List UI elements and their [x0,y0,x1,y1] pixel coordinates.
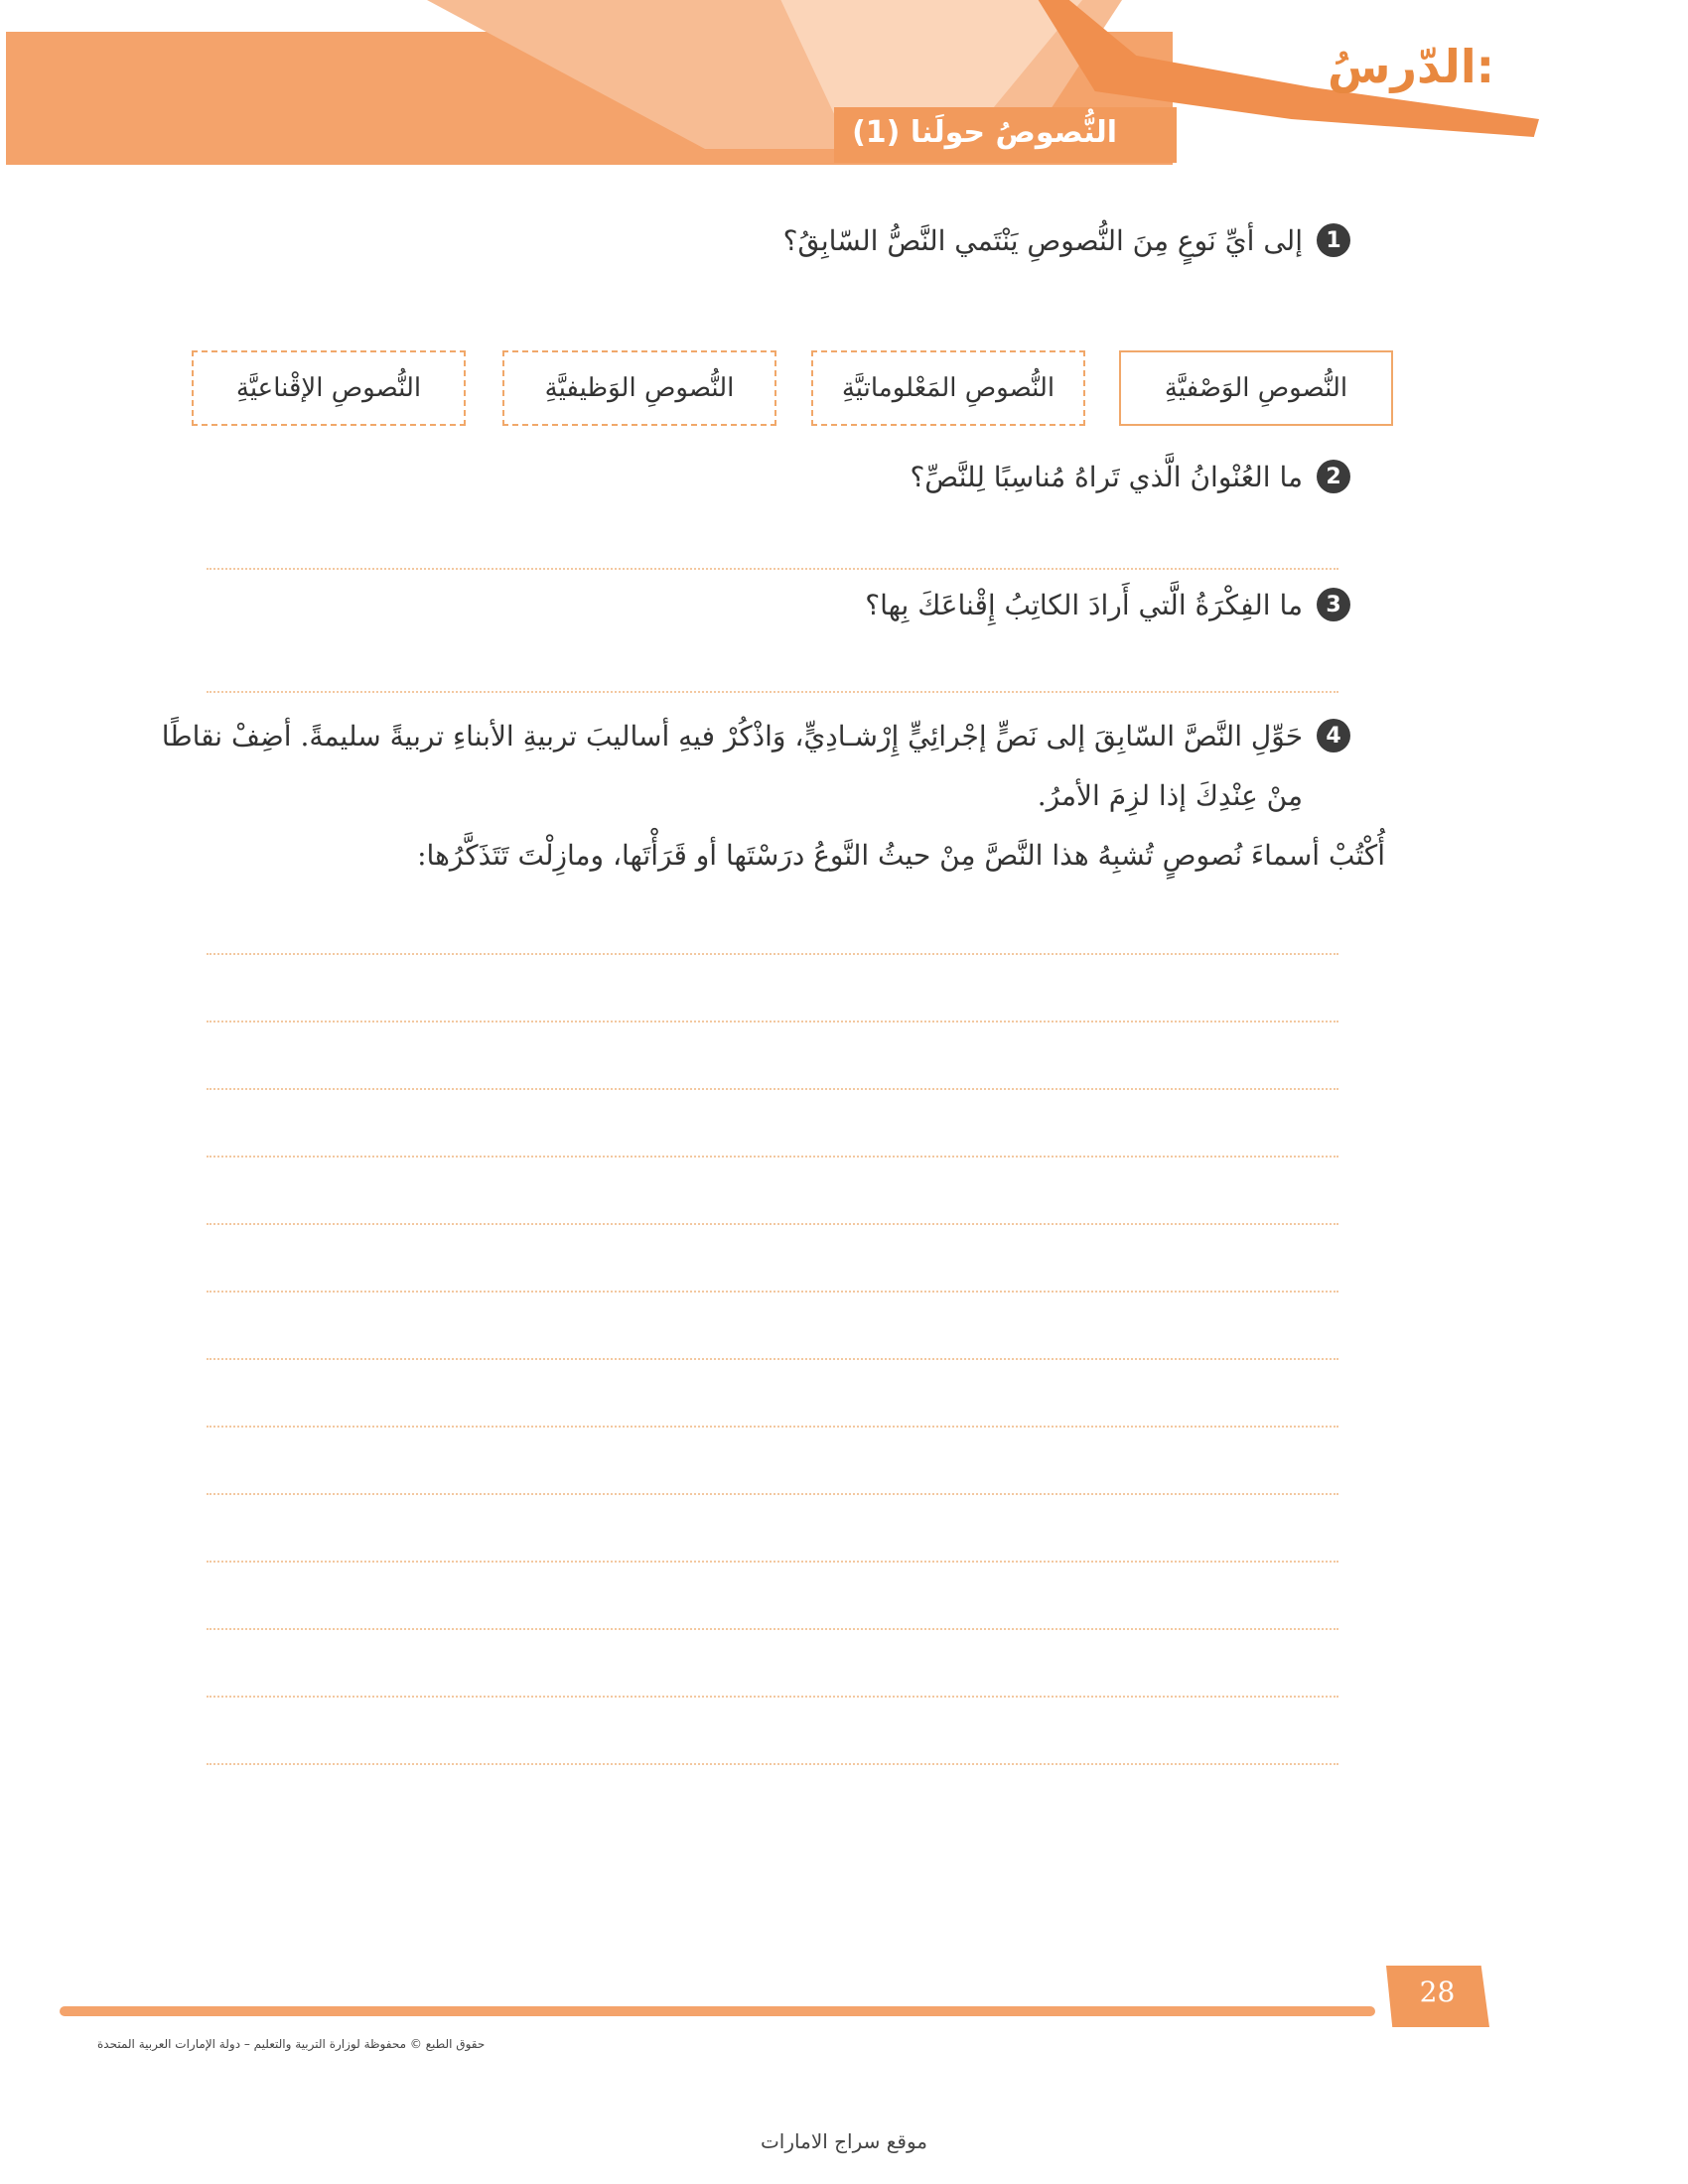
sub-instruction: أُكْتُبْ أسماءَ نُصوصٍ تُشبِهُ هذا النَّصَّ مِنْ حيثُ النَّوعُ درَسْتَها أو قَرَأْتَها، ومازِلْتَ تَتَذَكَّرُها: [417,839,1385,872]
option-persuasive-texts[interactable]: النُّصوصِ الإقْناعيَّةِ [192,350,466,426]
answer-line[interactable] [207,1358,1338,1360]
answer-line[interactable] [207,568,1338,570]
answer-line[interactable] [207,1223,1338,1225]
lesson-label: الدّرسُ: [1328,40,1494,93]
answer-line[interactable] [207,1493,1338,1495]
page-number: 28 [1419,1976,1456,2008]
answer-line[interactable] [207,1291,1338,1293]
answer-line[interactable] [207,953,1338,955]
copyright-text: حقوق الطبع © محفوظة لوزارة التربية والتعليم – دولة الإمارات العربية المتحدة [97,2037,486,2051]
question-text: حَوِّلِ النَّصَّ السّابِقَ إلى نَصٍّ إجْرائِيٍّ إِرْشـادِيٍّ، وَاذْكُرْ فيهِ أساليبَ تربيةِ الأبناءِ تربيةً سليمةً. أضِفْ نقاطًا مِنْ عِنْدِكَ إذا لزِمَ الأمرُ. [161,720,1303,812]
question-number: 1 [1317,223,1350,257]
answer-line[interactable] [207,1696,1338,1698]
answer-line[interactable] [207,1763,1338,1765]
question-2 [910,460,1350,493]
answer-line[interactable] [207,1021,1338,1023]
lesson-title: النُّصوصُ حولَنا (1) [852,115,1117,150]
answer-line[interactable] [207,691,1338,693]
option-functional-texts[interactable]: النُّصوصِ الوَظيفيَّةِ [502,350,776,426]
answer-line[interactable] [207,1156,1338,1158]
answer-line[interactable] [207,1426,1338,1428]
question-4 [161,707,1350,826]
question-text: إلى أيِّ نَوعٍ مِنَ النُّصوصِ يَنْتَمي النَّصُّ السّابِقُ؟ [782,223,1303,257]
option-informational-texts[interactable]: النُّصوصِ المَعْلوماتيَّةِ [811,350,1085,426]
question-1 [783,223,1350,257]
footer-bar [60,2006,1375,2016]
question-number: 3 [1317,588,1350,621]
site-name: موقع سراج الامارات [760,2129,928,2153]
question-text: ما العُنْوانُ الَّذي تَراهُ مُناسِبًا لِلنَّصِّ؟ [910,460,1303,493]
answer-line[interactable] [207,1561,1338,1563]
option-descriptive-texts[interactable]: النُّصوصِ الوَصْفيَّةِ [1119,350,1393,426]
question-number: 2 [1317,460,1350,493]
question-3 [865,588,1350,621]
answer-line[interactable] [207,1628,1338,1630]
question-number: 4 [1317,719,1350,752]
question-text: ما الفِكْرَةُ الَّتي أَرادَ الكاتِبُ إِقْناعَكَ بِها؟ [865,588,1303,621]
answer-line[interactable] [207,1088,1338,1090]
